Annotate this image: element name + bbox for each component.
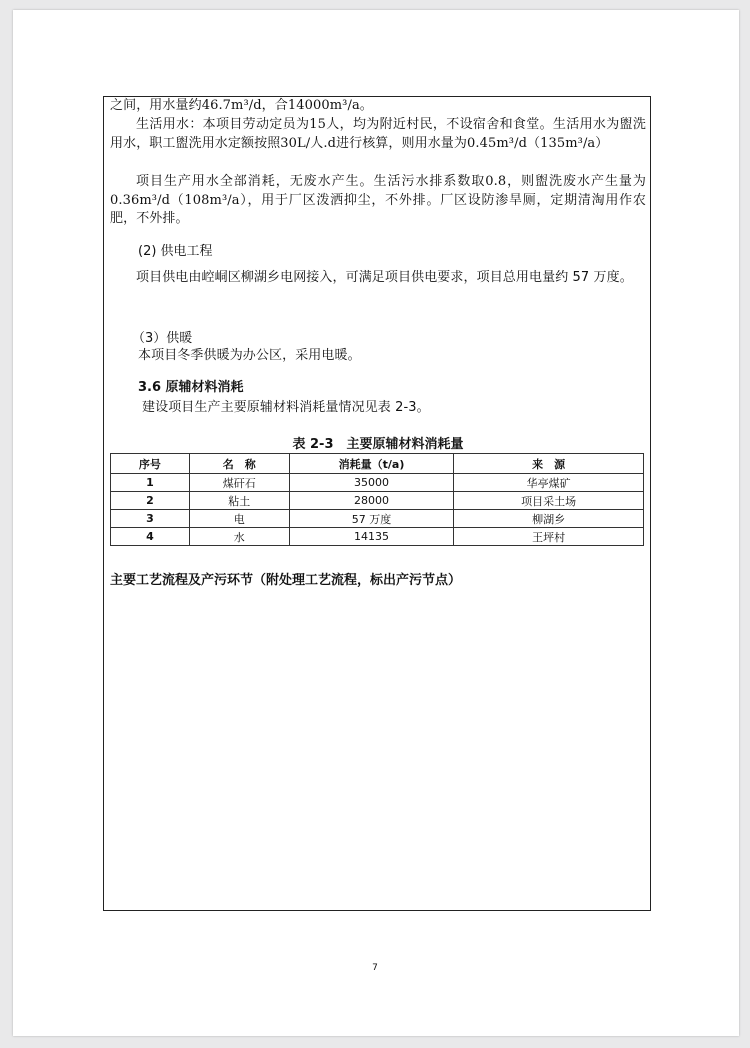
header-index: 序号 <box>111 454 190 474</box>
cell-consumption: 35000 <box>289 474 454 492</box>
paragraph-heating: 本项目冬季供暖为办公区，采用电暖。 <box>138 348 361 363</box>
cell-index: 4 <box>111 528 190 546</box>
cell-source: 华亭煤矿 <box>454 474 644 492</box>
materials-table <box>110 453 644 546</box>
paragraph-materials: 建设项目生产主要原辅材料消耗量情况见表 2-3。 <box>142 400 430 415</box>
paragraph-domestic-water: 生活用水：本项目劳动定员为15人，均为附近村民，不设宿舍和食堂。生活用水为盥洗用水，职工盥洗用水定额按照30L/人.d进行核算，则用水量为0.45m³/d（135m³/a） <box>110 117 646 151</box>
header-name: 名 称 <box>189 454 289 474</box>
cell-consumption: 57 万度 <box>289 510 454 528</box>
cell-index: 3 <box>111 510 190 528</box>
cell-name: 电 <box>189 510 289 528</box>
paragraph-wastewater: 项目生产用水全部消耗，无废水产生。生活污水排系数取0.8，则盥洗废水产生量为0.36m³/d（108m³/a），用于厂区泼洒抑尘，不外排。厂区设防渗旱厕，定期清淘用作农肥，不外排。 <box>110 174 646 226</box>
table-row <box>111 510 644 528</box>
cell-name: 煤矸石 <box>189 474 289 492</box>
cell-name: 粘土 <box>189 492 289 510</box>
cell-source: 柳湖乡 <box>454 510 644 528</box>
table-header-row <box>111 454 644 474</box>
paragraph-power: 项目供电由崆峒区柳湖乡电网接入，可满足项目供电要求，项目总用电量约 57 万度。 <box>136 270 633 285</box>
table-row <box>111 528 644 546</box>
cell-consumption: 28000 <box>289 492 454 510</box>
heating-heading: （3）供暖 <box>132 331 193 346</box>
cell-source: 王坪村 <box>454 528 644 546</box>
process-heading: 主要工艺流程及产污环节（附处理工艺流程，标出产污节点） <box>110 573 462 588</box>
header-source: 来 源 <box>454 454 644 474</box>
page-number: 7 <box>372 963 378 973</box>
table-row <box>111 474 644 492</box>
header-consumption: 消耗量（t/a) <box>289 454 454 474</box>
table-caption: 表 2-3 主要原辅材料消耗量 <box>292 437 464 452</box>
cell-source: 项目采土场 <box>454 492 644 510</box>
cell-index: 1 <box>111 474 190 492</box>
paragraph-water-total: 之间，用水量约46.7m³/d，合14000m³/a。 <box>110 98 373 113</box>
cell-consumption: 14135 <box>289 528 454 546</box>
cell-index: 2 <box>111 492 190 510</box>
cell-name: 水 <box>189 528 289 546</box>
power-heading: (2) 供电工程 <box>138 244 213 259</box>
table-row <box>111 492 644 510</box>
section-heading: 3.6 原辅材料消耗 <box>138 380 244 395</box>
